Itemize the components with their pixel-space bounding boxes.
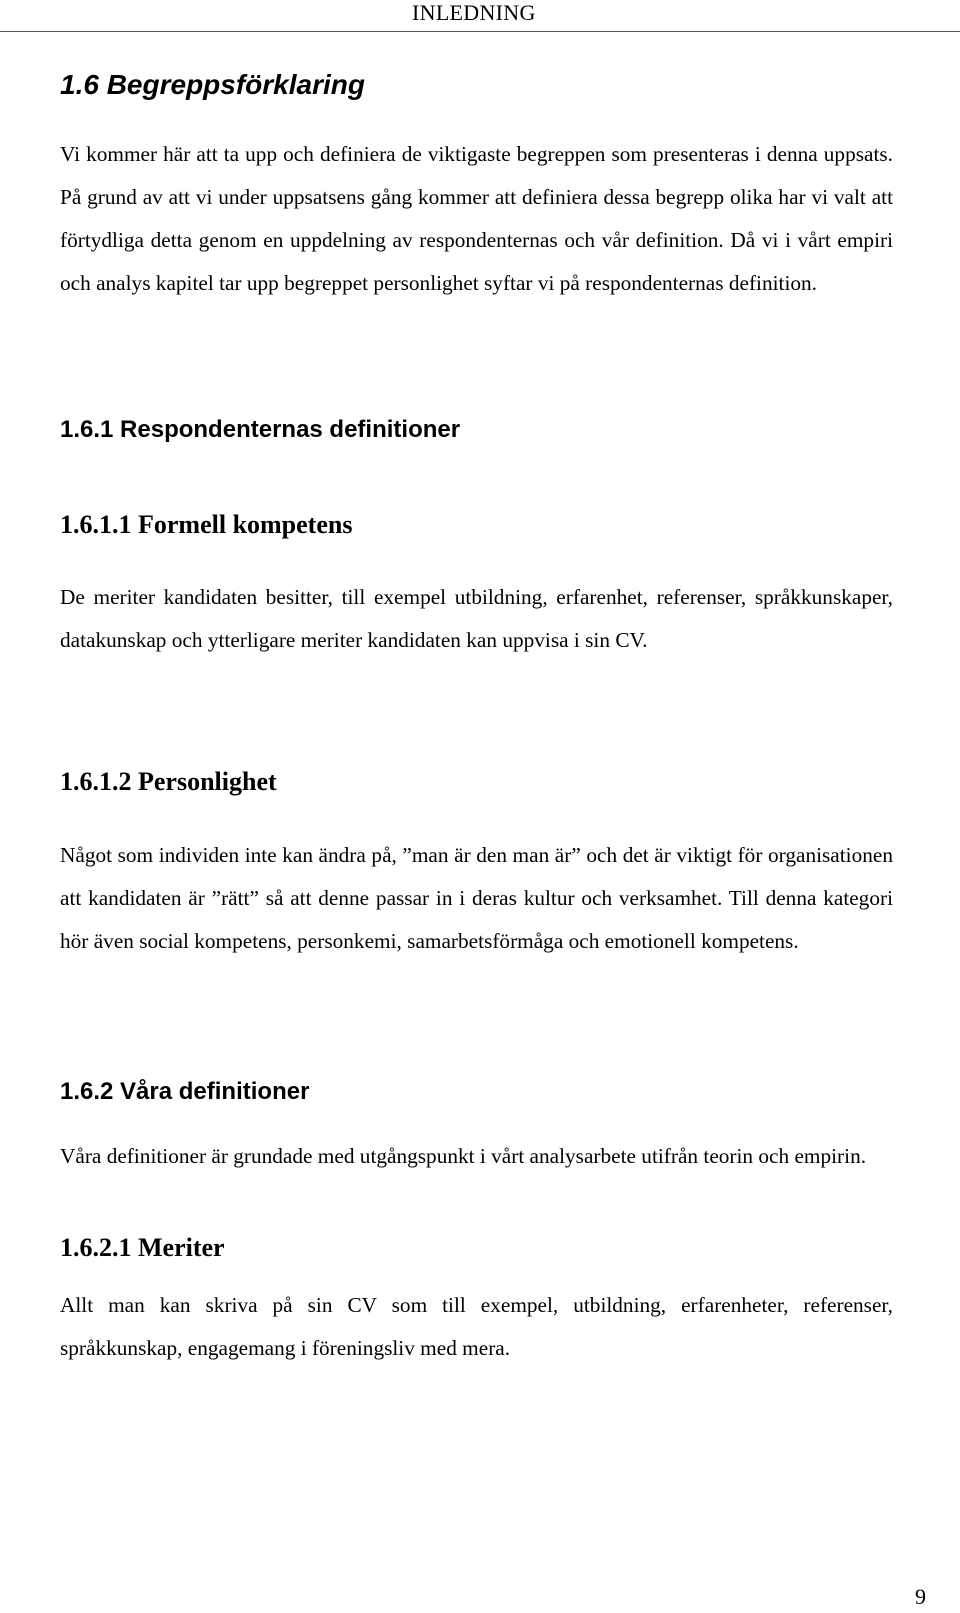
merits-heading: 1.6.2.1 Meriter [60,1233,225,1262]
personality-paragraph: Något som individen inte kan ändra på, ”man är den man är” och det är viktigt för organisationen att kandidaten är ”rätt” så att denne passar in i deras kultur och verksamhet. Till denna kategori hör även social kompetens, personkemi, samarbetsförmåga och emotionell kompetens. [60,843,893,953]
personality-heading: 1.6.1.2 Personlighet [60,767,277,796]
respondents-heading: 1.6.1 Respondenternas definitioner [60,416,461,443]
section-intro-paragraph: Vi kommer här att ta upp och definiera de viktigaste begreppen som presenteras i denna uppsats. På grund av att vi under uppsatsens gång kommer att definiera dessa begrepp olika har vi valt att förtydliga detta genom en uppdelning av respondenternas och vår definition. Då vi i vårt empiri och analys kapitel tar upp begreppet personlighet syftar vi på respondenternas definition. [60,142,893,295]
formal-competence-paragraph: De meriter kandidaten besitter, till exempel utbildning, erfarenhet, referenser, språkkunskaper, datakunskap och ytterligare meriter kandidaten kan uppvisa i sin CV. [60,585,893,652]
formal-competence-heading: 1.6.1.1 Formell kompetens [60,510,353,539]
merits-paragraph: Allt man kan skriva på sin CV som till exempel, utbildning, erfarenheter, referenser, språkkunskap, engagemang i föreningsliv med mera. [60,1293,893,1360]
our-definitions-paragraph: Våra definitioner är grundade med utgångspunkt i vårt analysarbete utifrån teorin och empirin. [60,1144,867,1168]
page-number: 9 [915,1584,926,1609]
running-header-title: INLEDNING [412,0,536,25]
our-definitions-heading: 1.6.2 Våra definitioner [60,1078,310,1105]
section-heading: 1.6 Begreppsförklaring [60,69,365,100]
running-header [0,0,960,32]
